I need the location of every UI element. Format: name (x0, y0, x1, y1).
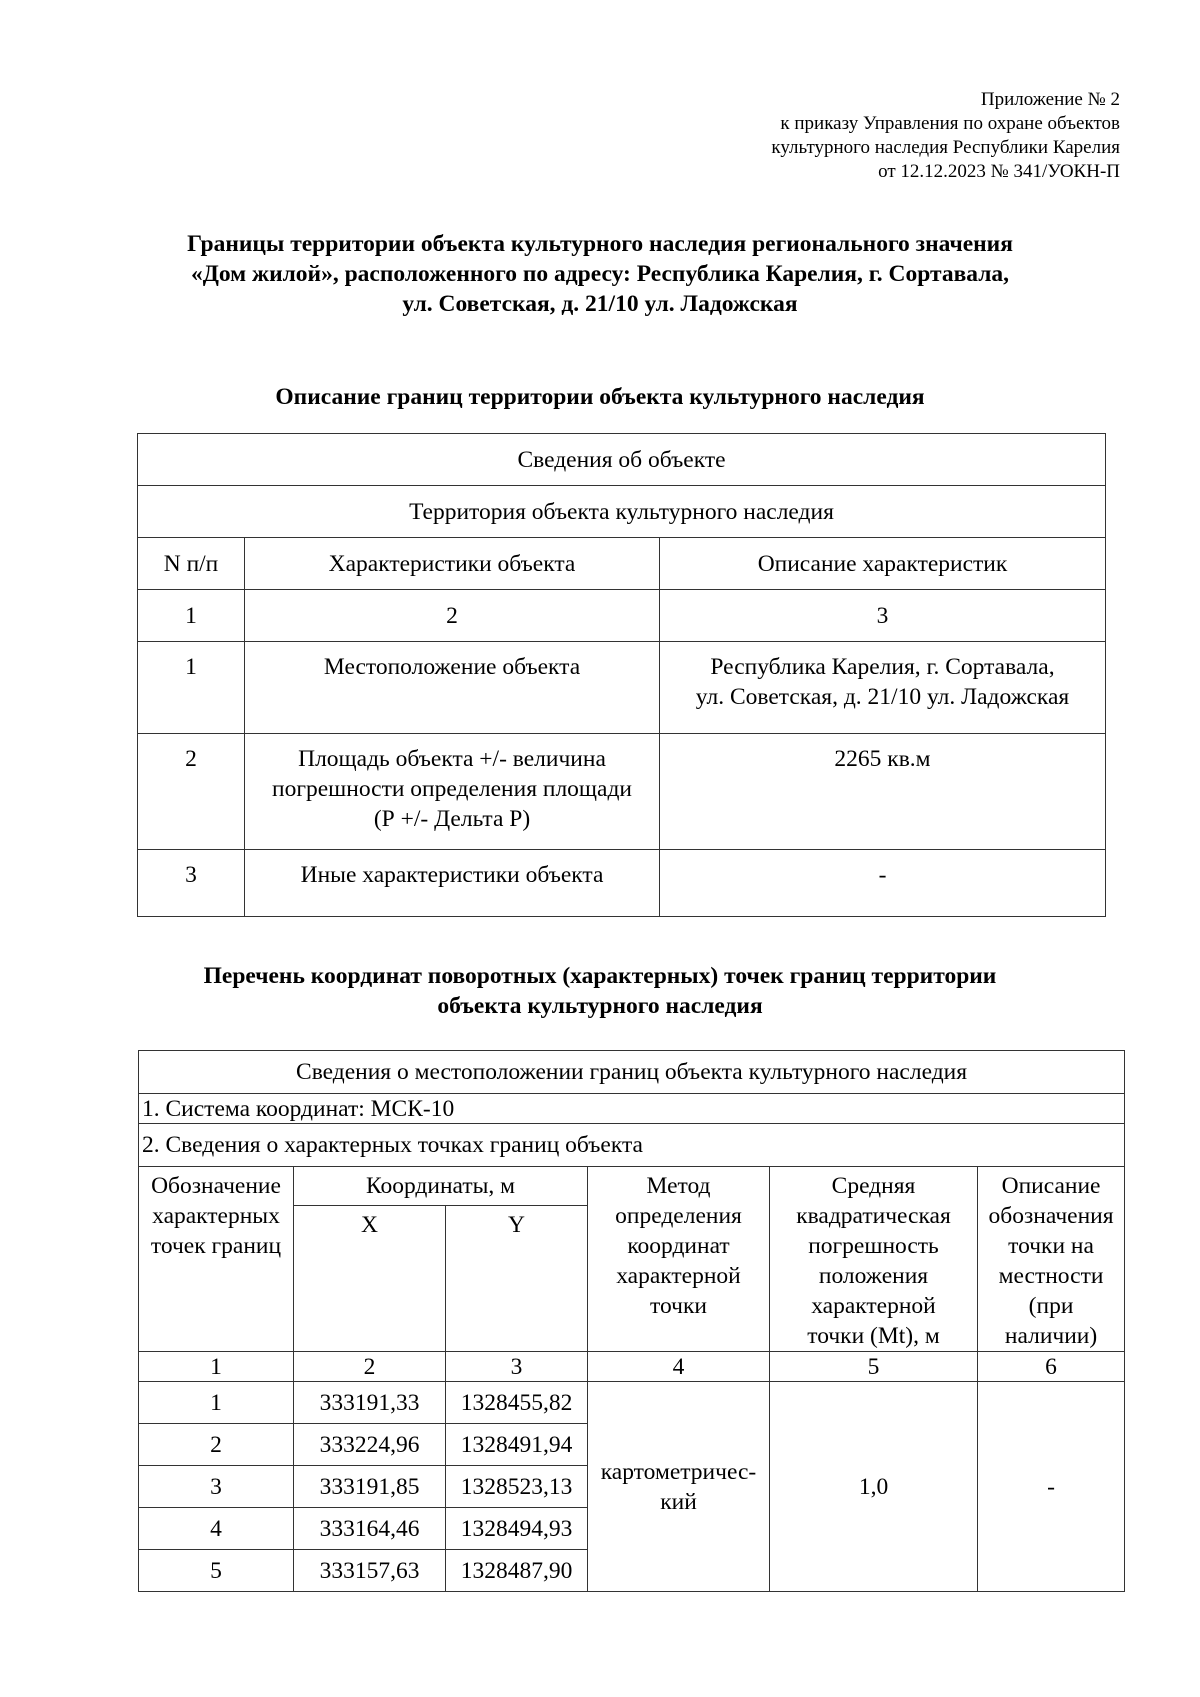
method-header (588, 1167, 770, 1352)
point-y: 1328523,13 (446, 1466, 588, 1508)
point-x: 333191,33 (294, 1382, 446, 1424)
section1-title (100, 382, 1100, 412)
column-header: Описание характеристик (660, 538, 1106, 590)
cell-line: ул. Советская, д. 21/10 ул. Ладожская (695, 684, 1070, 710)
table-row (138, 642, 1106, 734)
point-id: 2 (139, 1424, 294, 1466)
cell-line: Местоположение объекта (323, 654, 581, 680)
table-header-row (139, 1167, 1125, 1206)
section2-title (100, 961, 1100, 1021)
coordinate-system: 1. Система координат: МСК-10 (139, 1094, 1125, 1124)
header-line: Описание (1001, 1173, 1101, 1199)
table-row (138, 850, 1106, 917)
characteristic-cell (245, 642, 660, 734)
y-header: Y (446, 1206, 588, 1352)
appendix-line: культурного наследия Республики Карелия (771, 137, 1120, 158)
cell-line: 2265 кв.м (834, 746, 931, 772)
point-y: 1328455,82 (446, 1382, 588, 1424)
boundaries-description-table (137, 433, 1106, 917)
point-y: 1328494,93 (446, 1508, 588, 1550)
column-number: 3 (660, 590, 1106, 642)
column-header: Характеристики объекта (245, 538, 660, 590)
header-line: определения (615, 1203, 742, 1229)
x-header: X (294, 1206, 446, 1352)
section1-title-text: Описание границ территории объекта культурного наследия (275, 384, 925, 410)
point-x: 333224,96 (294, 1424, 446, 1466)
table-row (138, 434, 1106, 486)
column-number: 1 (139, 1352, 294, 1382)
point-y: 1328491,94 (446, 1424, 588, 1466)
header-line: погрешность (808, 1233, 939, 1259)
header-line: Средняя (831, 1173, 916, 1199)
appendix-line: к приказу Управления по охране объектов (780, 113, 1120, 134)
header-line: (при (1028, 1293, 1074, 1319)
point-x: 333191,85 (294, 1466, 446, 1508)
header-line: Обозначение (151, 1173, 281, 1199)
header-line: точки (Mt), м (807, 1323, 940, 1349)
table-header-row (138, 538, 1106, 590)
description-cell (660, 642, 1106, 734)
point-x: 333164,46 (294, 1508, 446, 1550)
header-line: характерной (616, 1263, 741, 1289)
header-line: точки (650, 1293, 707, 1319)
column-number: 1 (138, 590, 245, 642)
header-line: наличии) (1004, 1323, 1098, 1349)
designation-header (139, 1167, 294, 1352)
header-line: характерных (152, 1203, 280, 1229)
point-id: 4 (139, 1508, 294, 1550)
header-line: Метод (646, 1173, 711, 1199)
point-id: 5 (139, 1550, 294, 1592)
column-number: 6 (978, 1352, 1125, 1382)
table-row (139, 1382, 1125, 1424)
coordinates-table (138, 1050, 1125, 1592)
method-value (588, 1382, 770, 1592)
location-header: Сведения о местоположении границ объекта культурного наследия (139, 1051, 1125, 1094)
appendix-line: Приложение № 2 (980, 89, 1120, 110)
row-number: 1 (138, 642, 245, 734)
section2-title-line: Перечень координат поворотных (характерных) точек границ территории (203, 963, 997, 989)
description-cell (660, 734, 1106, 850)
header-line: характерной (811, 1293, 936, 1319)
header-line: квадратическая (796, 1203, 951, 1229)
point-description-value: - (978, 1382, 1125, 1592)
column-number-row (138, 590, 1106, 642)
object-info-header: Сведения об объекте (138, 434, 1106, 486)
cell-line: кий (660, 1488, 697, 1515)
header-line: обозначения (988, 1203, 1114, 1229)
point-x: 333157,63 (294, 1550, 446, 1592)
header-line: координат (627, 1233, 730, 1259)
point-description-header (978, 1167, 1125, 1352)
column-number: 4 (588, 1352, 770, 1382)
column-header: N п/п (138, 538, 245, 590)
title-line: ул. Советская, д. 21/10 ул. Ладожская (402, 291, 798, 317)
cell-line: Площадь объекта +/- величина (298, 746, 606, 772)
error-value: 1,0 (770, 1382, 978, 1592)
header-line: местности (998, 1263, 1104, 1289)
table-row (138, 734, 1106, 850)
coordinates-header: Координаты, м (294, 1167, 588, 1206)
characteristic-cell (245, 734, 660, 850)
document-title (100, 229, 1100, 319)
row-number: 2 (138, 734, 245, 850)
column-number: 3 (446, 1352, 588, 1382)
table-row (139, 1051, 1125, 1094)
row-number: 3 (138, 850, 245, 917)
column-number: 2 (245, 590, 660, 642)
header-line: точки на (1008, 1233, 1094, 1259)
cell-line: Иные характеристики объекта (300, 862, 604, 888)
appendix-line: от 12.12.2023 № 341/УОКН-П (878, 161, 1120, 182)
title-line: «Дом жилой», расположенного по адресу: Республика Карелия, г. Сортавала, (190, 261, 1010, 287)
point-y: 1328487,90 (446, 1550, 588, 1592)
cell-line: (Р +/- Дельта Р) (373, 806, 531, 832)
appendix-header (771, 88, 1120, 184)
point-id: 3 (139, 1466, 294, 1508)
column-number-row (139, 1352, 1125, 1382)
table-row (138, 486, 1106, 538)
territory-header: Территория объекта культурного наследия (138, 486, 1106, 538)
column-number: 5 (770, 1352, 978, 1382)
point-id: 1 (139, 1382, 294, 1424)
table-row (139, 1094, 1125, 1124)
cell-line: Республика Карелия, г. Сортавала, (710, 654, 1055, 680)
column-number: 2 (294, 1352, 446, 1382)
table-row (139, 1124, 1125, 1167)
section2-title-line: объекта культурного наследия (437, 993, 763, 1019)
title-line: Границы территории объекта культурного наследия регионального значения (187, 231, 1013, 257)
description-cell (660, 850, 1106, 917)
characteristic-cell (245, 850, 660, 917)
header-line: точек границ (150, 1233, 282, 1259)
points-info: 2. Сведения о характерных точках границ объекта (139, 1124, 1125, 1167)
header-line: положения (818, 1263, 929, 1289)
cell-line: погрешности определения площади (272, 776, 632, 802)
cell-line: - (878, 862, 887, 888)
error-header (770, 1167, 978, 1352)
cell-line: картометричес- (600, 1458, 757, 1485)
